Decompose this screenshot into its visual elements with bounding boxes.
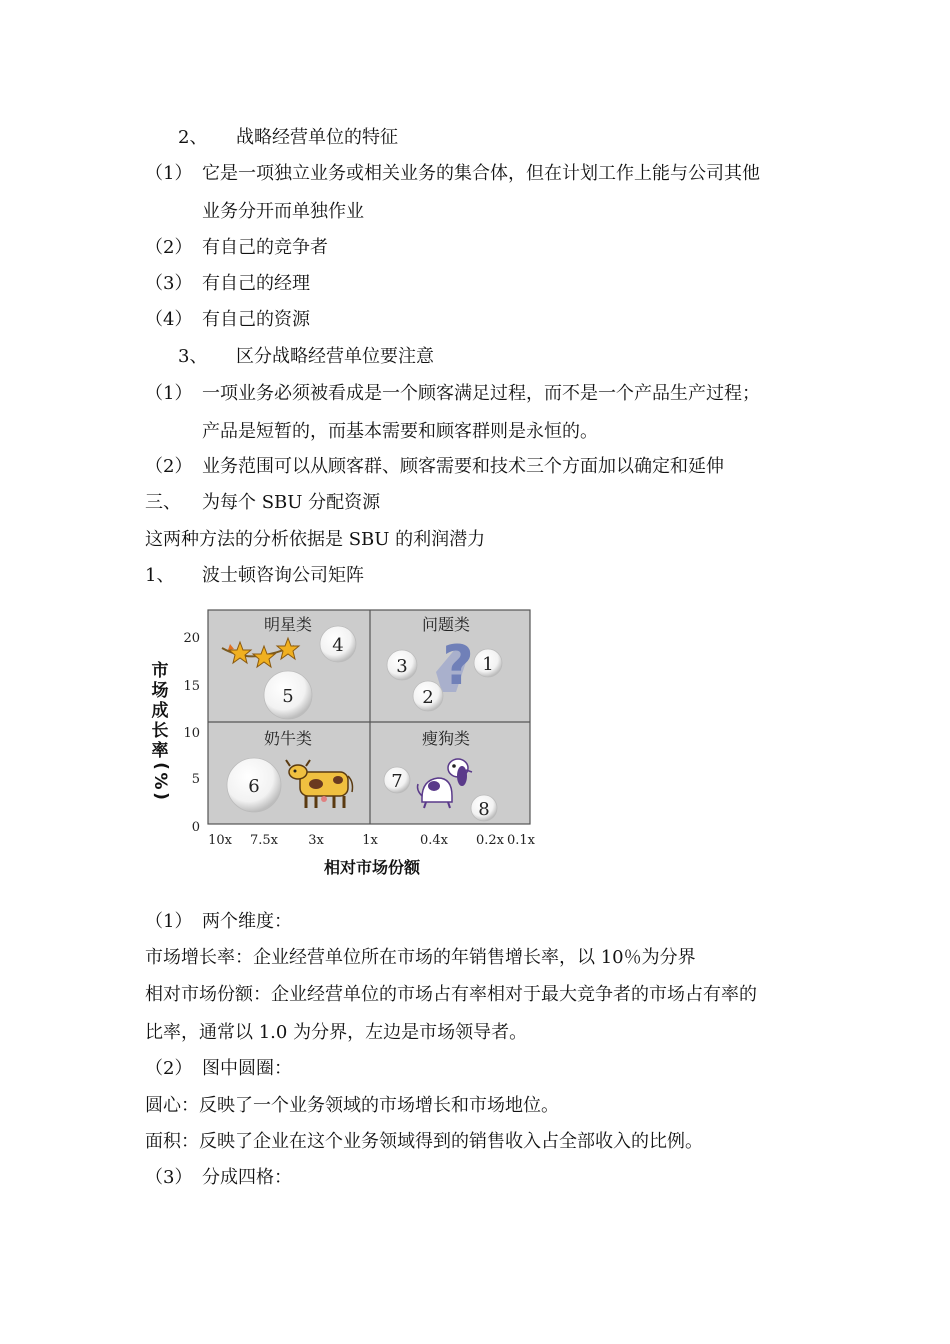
item-text: 有自己的资源	[202, 309, 310, 330]
quadrant-title-question: 问题类	[421, 615, 471, 634]
bubble-label: 2	[422, 687, 434, 708]
item-number: （1）	[145, 911, 193, 932]
y-label-char: )	[151, 792, 171, 800]
item-number: （1）	[145, 383, 193, 404]
y-label-char: (	[151, 762, 171, 770]
list-item	[145, 1057, 292, 1081]
y-label-char: 市	[151, 661, 169, 681]
item-text: 一项业务必须被看成是一个顾客满足过程，而不是一个产品生产过程；	[202, 383, 760, 404]
x-tick: 0.1x	[506, 833, 536, 848]
svg-text:?: ?	[442, 634, 474, 697]
intro-paragraph: 这两种方法的分析依据是 SBU 的利润潜力	[145, 529, 486, 550]
bubble-label: 7	[391, 771, 403, 792]
y-tick: 10	[183, 726, 200, 741]
bcg-matrix-figure	[140, 600, 550, 890]
subsection-number: 1、	[145, 565, 175, 586]
item-text: 图中圆圈：	[202, 1058, 292, 1079]
y-tick: 15	[183, 679, 200, 694]
heading-number: 3、	[178, 346, 208, 367]
x-tick: 7.5x	[249, 833, 279, 848]
paragraph-share: 相对市场份额：企业经营单位的市场占有率相对于最大竞争者的市场占有率的	[145, 984, 757, 1005]
y-tick: 20	[183, 631, 200, 646]
y-label-char: 长	[151, 721, 169, 741]
item-text: 分成四格：	[202, 1167, 292, 1188]
part-heading	[145, 491, 380, 515]
list-item	[145, 1166, 292, 1190]
quadrant-title-star: 明星类	[263, 615, 313, 634]
y-label-char: 成	[151, 701, 169, 721]
paragraph-share-continuation: 比率，通常以 1.0 为分界，左边是市场领导者。	[145, 1022, 528, 1043]
list-item	[145, 382, 760, 406]
part-number: 三、	[145, 492, 181, 513]
paragraph-growth: 市场增长率：企业经营单位所在市场的年销售增长率，以 10％为分界	[145, 947, 696, 968]
x-tick: 0.2x	[475, 833, 505, 848]
bubble-1	[474, 649, 502, 677]
item-number: （1）	[145, 163, 193, 184]
list-item	[145, 455, 724, 479]
item-number: （2）	[145, 1058, 193, 1079]
x-tick: 1x	[362, 833, 378, 848]
list-item	[145, 910, 292, 934]
y-label-char: %	[150, 772, 170, 790]
list-item	[145, 308, 310, 332]
item-text: 两个维度：	[202, 911, 292, 932]
subsection-text: 波士顿咨询公司矩阵	[202, 565, 364, 586]
y-label-char: 率	[151, 741, 169, 761]
bubble-5	[264, 671, 312, 719]
list-item-continuation: 产品是短暂的，而基本需要和顾客群则是永恒的。	[202, 421, 598, 442]
question-mark-icon	[436, 634, 474, 697]
bubble-label: 8	[478, 799, 490, 820]
bubble-8	[471, 795, 497, 821]
list-item	[145, 272, 310, 296]
paragraph-area: 面积：反映了企业在这个业务领域得到的销售收入占全部收入的比例。	[145, 1131, 703, 1152]
x-tick: 0.4x	[419, 833, 449, 848]
quadrant-title-dog: 瘦狗类	[421, 729, 471, 748]
item-text: 有自己的竞争者	[202, 237, 328, 258]
bubble-label: 5	[282, 686, 294, 707]
item-number: （3）	[145, 273, 193, 294]
y-tick: 0	[191, 820, 200, 835]
y-axis-label	[150, 660, 171, 800]
bubble-3	[387, 650, 417, 680]
item-number: （2）	[145, 237, 193, 258]
section-heading	[178, 126, 398, 150]
list-item-continuation: 业务分开而单独作业	[202, 201, 364, 222]
bubble-label: 3	[396, 656, 408, 677]
list-item	[145, 162, 760, 186]
y-label-char: 场	[151, 681, 169, 701]
x-tick: 10x	[208, 833, 232, 848]
y-tick: 5	[191, 772, 200, 787]
list-item	[145, 236, 328, 260]
bubble-6	[227, 758, 281, 812]
item-number: （2）	[145, 456, 193, 477]
item-number: （3）	[145, 1167, 193, 1188]
item-text: 业务范围可以从顾客群、顾客需要和技术三个方面加以确定和延伸	[202, 456, 724, 477]
section-heading	[178, 345, 434, 369]
bubble-7	[384, 767, 410, 793]
heading-text: 区分战略经营单位要注意	[236, 346, 434, 367]
x-tick: 3x	[308, 833, 324, 848]
part-text: 为每个 SBU 分配资源	[202, 492, 381, 513]
subsection-heading	[145, 564, 364, 588]
quadrant-title-cow: 奶牛类	[263, 729, 313, 748]
item-text: 它是一项独立业务或相关业务的集合体，但在计划工作上能与公司其他	[202, 163, 760, 184]
x-axis-label: 相对市场份额	[323, 858, 421, 877]
bubble-label: 4	[332, 635, 344, 656]
item-number: （4）	[145, 309, 193, 330]
bubble-4	[320, 626, 356, 662]
heading-text: 战略经营单位的特征	[236, 127, 398, 148]
bubble-2	[413, 681, 443, 711]
bubble-label: 6	[248, 776, 260, 797]
heading-number: 2、	[178, 127, 208, 148]
bubble-label: 1	[482, 654, 494, 675]
paragraph-center: 圆心：反映了一个业务领域的市场增长和市场地位。	[145, 1095, 559, 1116]
item-text: 有自己的经理	[202, 273, 310, 294]
